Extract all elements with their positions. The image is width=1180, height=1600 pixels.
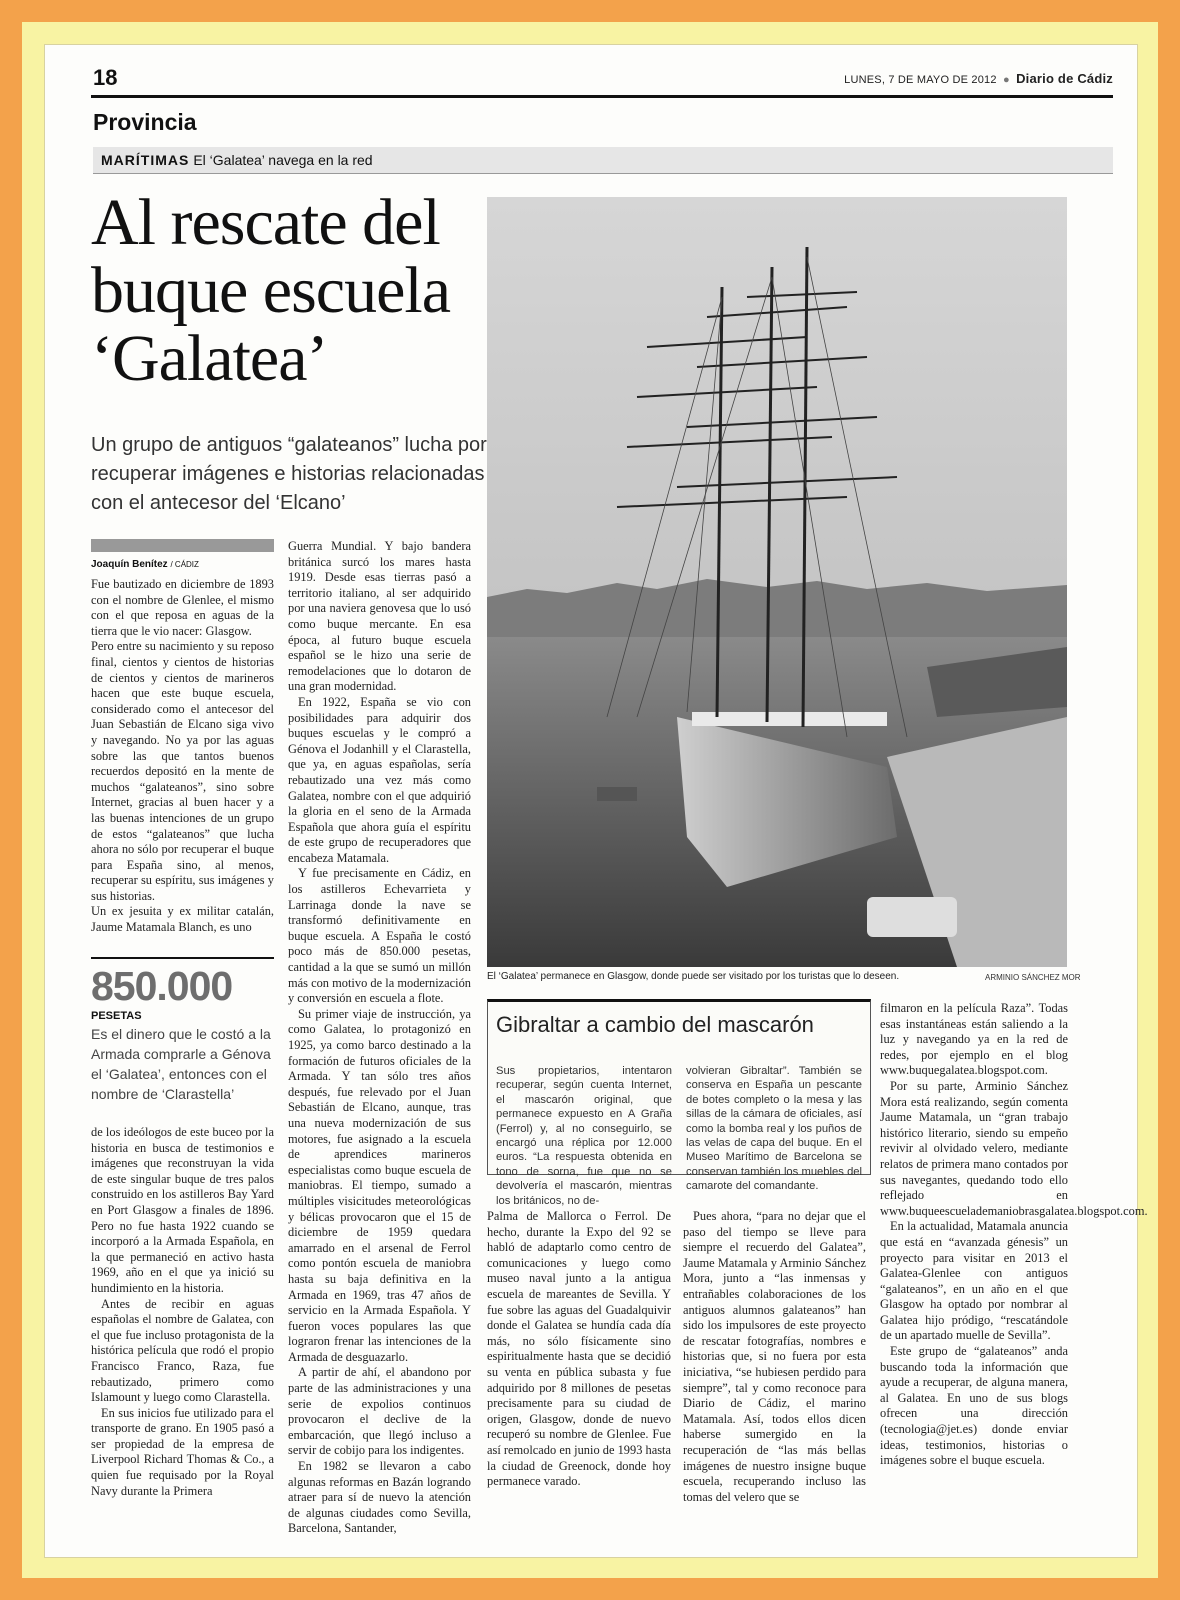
fact-unit: PESETAS: [91, 1010, 142, 1022]
paragraph: Y fue precisamente en Cádiz, en los astilleros Echevarrieta y Larrinaga donde la nave se transformó definitivamente en buque escuela. A España le costó poco más de 850.000 pesetas, cantidad a la que se sumó un millón más con motivo de la modernización y conversión en escuela a flote.: [288, 866, 471, 1006]
paragraph: A partir de ahí, el abandono por parte de las administraciones y una serie de expolios continuos provocaron el declive de la embarcación, que llegó incluso a servir de cobijo para los indigentes.: [288, 1365, 471, 1458]
photo-credit: ARMINIO SÁNCHEZ MOR: [985, 973, 1081, 982]
paragraph: de los ideólogos de este buceo por la historia en busca de testimonios e imágenes que reconstruyan la vida de este singular buque de tres palos construido en los astilleros Bay Yard en Port Glasgow a finales de 1896. Pero no fue hasta 1922 cuando se incorporó a la Armada Española, en la que permaneció en activo hasta 1969, año en el que ya inició su hundimiento en la historia.: [91, 1125, 274, 1295]
kicker-topic: El ‘Galatea’ navega en la red: [193, 152, 373, 168]
sidebar-col-right: [686, 1064, 862, 1194]
newspaper-name: Diario de Cádiz: [1016, 71, 1113, 86]
newspaper-page: [44, 44, 1148, 1558]
fact-text: Es el dinero que le costó a la Armada comprarle a Génova el ‘Galatea’, entonces con el nombre de ‘Clarastella’: [91, 1026, 271, 1102]
paragraph: filmaron en la película Raza”. Todas esas instantáneas están saliendo a la luz y navegando ya en la red de redes, por ejemplo en el blog www.buquegalatea.blogspot.com.: [880, 1001, 1068, 1078]
paragraph: Fue bautizado en diciembre de 1893 con el nombre de Glenlee, el mismo con el que reposa en aguas de la tierra que le vio nacer: Glasgow.: [91, 577, 274, 638]
photo-caption: El ‘Galatea’ permanece en Glasgow, donde puede ser visitado por los turistas que lo deseen.: [487, 971, 900, 982]
paragraph: Guerra Mundial. Y bajo bandera británica surcó los mares hasta 1919. Desde esas tierras pasó a territorio italiano, al ser adquirido por una naviera genovesa que lo usó como buque mercante. En esa época, al futuro buque escuela español se le hizo una serie de remodelaciones que lo dotaron de una gran modernidad.: [288, 539, 471, 694]
paragraph: Pero entre su nacimiento y su reposo final, cientos y cientos de historias de cientos y cientos de marineros hacen que este buque escuela, considerado como el antecesor del Juan Sebastián de Elcano siga vivo y navegando. No ya por las aguas sobre las que tantos buenos recuerdos depositó en la mente de muchos “galateanos”, sino sobre Internet, gracias al buen hacer y a las buenas intenciones de un grupo de estos “galateanos” que lucha ahora no sólo por recuperar el buque para España sino, al menos, recuperar su espíritu, sus imágenes y sus historias.: [91, 639, 274, 903]
kicker-label: MARÍTIMAS: [101, 152, 190, 168]
paragraph: Pues ahora, “para no dejar que el paso del tiempo se lleve para siempre el recuerdo del Galatea”, Jaume Matamala y Arminio Sánchez Mora, junto a “las inmensas y entrañables colaboraciones de los antiguos alumnos galateanos” han sido los impulsores de este proyecto de rescatar fotografías, nombres e historias que, si no fuera por esta iniciativa, “se hubiesen perdido para siempre”, tal y como reconoce para Diario de Cádiz, el marino Matamala. Así, todos ellos dicen haberse sumergido en la recuperación de “las más bellas imágenes de nuestro insigne buque escuela, recuperando incluso las tomas del velero que se: [683, 1209, 866, 1504]
paragraph: Este grupo de “galateanos” anda buscando toda la información que ayude a recuperar, de alguna manera, al Galatea. En uno de sus blogs ofrecen una dirección (tecnologia@jet.es) donde enviar ideas, testimonios, historias o imágenes sobre el buque escuela.: [880, 1344, 1068, 1468]
paragraph: Sus propietarios, intentaron recuperar, según cuenta Internet, el mascarón original, que permanece expuesto en A Graña (Ferrol) y, al no conseguirlo, se encargó una réplica por 12.000 euros. “La respuesta obtenida en tono de sorna, fue que no se devolvería el mascarón, mientras los británicos, no de-: [496, 1065, 672, 1207]
body-col2: [288, 539, 471, 1537]
paragraph: Un ex jesuita y ex militar catalán, Jaume Matamala Blanch, es uno: [91, 904, 274, 935]
paragraph: En 1922, España se vio con posibilidades para adquirir dos buques escuelas y le compró a Génova el Jodanhill y el Clarastella, que ya, en aguas españolas, sería rebautizado una vez más como Galatea, nombre con el que adquirió la gloria en el seno de la Armada Española que ahora guía el espíritu de este grupo de recuperadores que encabeza Matamala.: [288, 694, 471, 865]
paragraph: En la actualidad, Matamala anuncia que está en “avanzada génesis” un proyecto para visitar en 2013 el Galatea-Glenlee con antiguos “galateanos”, en un año en el que Glasgow ha optado por nombrar al Galatea hijo pródigo, “rescatándole de un apartado muelle de Sevilla”.: [880, 1219, 1068, 1343]
deck: Un grupo de antiguos “galateanos” lucha por recuperar imágenes e historias relacionadas con el antecesor del ‘Elcano’: [91, 434, 487, 514]
paragraph: Por su parte, Arminio Sánchez Mora está realizando, según comenta Jaume Matamala, un “gran trabajo histórico literario, siendo su empeño revivir al olvidado velero, mediante relatos de primera mano contados por sus navegantes, quedando todo ello reflejado en www.buqueescuelademaniobrasgalatea.blogspot.com.: [880, 1078, 1148, 1218]
author-name: Joaquín Benítez: [91, 559, 168, 570]
byline: [91, 559, 199, 570]
sidebar-title: Gibraltar a cambio del mascarón: [496, 1012, 814, 1037]
photo-van: [867, 897, 957, 937]
body-col1-top: [91, 577, 274, 936]
photo-small-boat: [597, 787, 637, 801]
fact-figure: 850.000: [91, 963, 233, 1009]
page-number: 18: [93, 65, 118, 90]
photo-ship-deck: [692, 712, 887, 726]
paragraph: En 1982 se llevaron a cabo algunas reformas en Bazán logrando atraer para sí de nuevo la atención de algunas ciudades como Sevilla, Barcelona, Santander,: [288, 1459, 471, 1536]
body-col3: [487, 1209, 671, 1490]
paragraph: Antes de recibir en aguas españolas el nombre de Galatea, con el que fue incluso protagonista de la histórica película que rodó el propio Francisco Franco, Raza, fue rebautizado, primero como Islamount y luego como Clarastella.: [91, 1296, 274, 1405]
author-place: / CÁDIZ: [170, 560, 199, 569]
sidebar-col-left: [496, 1064, 672, 1208]
paragraph: En sus inicios fue utilizado para el transporte de grano. En 1905 pasó a ser propiedad de la empresa de Liverpool Richard Thomas & Co., a quien fue requisado por la Royal Navy durante la Primera: [91, 1405, 274, 1498]
paragraph: Su primer viaje de instrucción, ya como Galatea, lo protagonizó en 1925, ya como barco destinado a la formación de futuros oficiales de la Armada. Y tan sólo tres años después, fue relevado por el Juan Sebastián de Elcano, aunque, tras una nueva modernización de sus motores, fue asignado a la escuela de aprendices marineros especialistas como buque escuela de maniobras. El tiempo, sumado a múltiples visicitudes meteorológicas y bélicas provocaron que el 15 de diciembre de 1959 quedara amarrado en el arsenal de Ferrol como pontón escuela de maniobra hasta su baja definitiva en la Armada en 1969, tras 47 años de servicio en la Armada Española. Y fueron voces populares las que lograron frenar las intenciones de la Armada de desguazarlo.: [288, 1006, 471, 1364]
dateline-bullet: ●: [1002, 74, 1010, 86]
header-rule: [91, 95, 1113, 98]
headline: Al rescate del buque escuela ‘Galatea’: [91, 186, 450, 395]
byline-bar: [91, 539, 274, 552]
body-col4: [683, 1209, 866, 1505]
sidebar-box: [487, 999, 871, 1207]
section-title: Provincia: [93, 109, 197, 135]
paragraph: volvieran Gibraltar”. También se conserva en España un pescante de botes completo o la mesa y las sillas de la cámara de oficiales, así como la bomba real y los puños de las velas de capa del buque. En el Museo Marítimo de Barcelona se conservan también los muebles del camarote del comandante.: [686, 1065, 862, 1193]
body-col5: [880, 1001, 1148, 1469]
dateline: [844, 71, 1113, 86]
kicker-bar: [93, 147, 1113, 174]
paragraph: Palma de Mallorca o Ferrol. De hecho, durante la Expo del 92 se habló de adaptarlo como centro de comunicaciones y luego como museo naval junto a la antigua escuela de mareantes de Sevilla. Y fue sobre las aguas del Guadalquivir donde el Galatea se hundía cada día más, no sólo físicamente sino espiritualmente hasta que se decidió su venta en pública subasta y fue adquirido por 8 millones de pesetas precisamente para su ciudad de origen, Glasgow, donde de nuevo recuperó su nombre de Glenlee. Fue así remolcado en junio de 1993 hasta la ciudad de Greenock, donde hoy permanece varado.: [487, 1209, 671, 1489]
issue-date: LUNES, 7 DE MAYO DE 2012: [844, 74, 997, 86]
fact-box: [91, 957, 274, 1123]
body-col1-bottom: [91, 1125, 274, 1499]
ship-photo: [487, 197, 1067, 967]
